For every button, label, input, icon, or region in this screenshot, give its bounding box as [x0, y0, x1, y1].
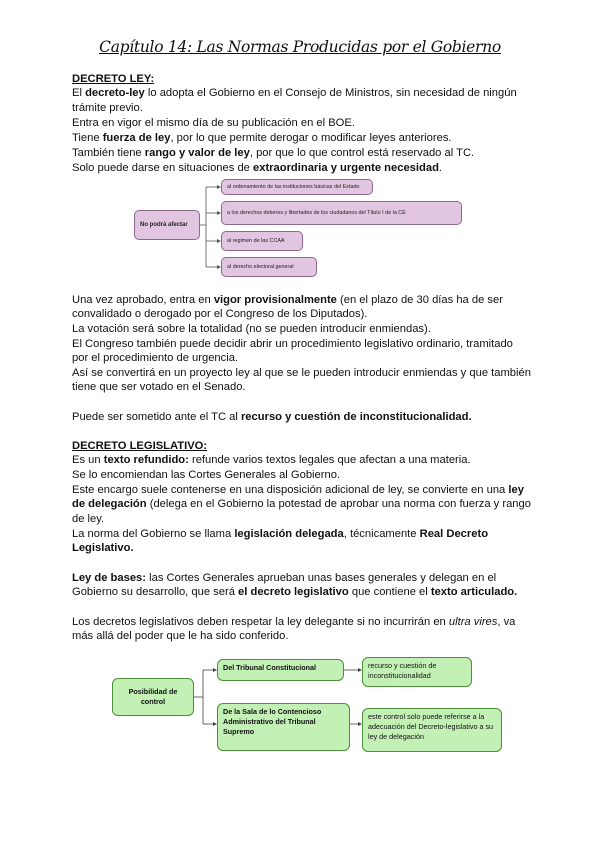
- text-line: más allá del poder que le ha sido conferido.: [72, 630, 289, 642]
- text-line: La votación será sobre la totalidad (no se pueden introducir enmiendas).: [72, 323, 431, 335]
- text-line: Una vez aprobado, entra en vigor provisionalmente (en el plazo de 30 días ha de ser: [72, 294, 503, 306]
- text-line: Este encargo suele contenerse en una disposición adicional de ley, se convierte en una ley: [72, 484, 524, 496]
- text-line: Entra en vigor el mismo día de su publicación en el BOE.: [72, 117, 355, 129]
- text-line: Así se convertirá en un proyecto ley al que se le pueden introducir enmiendas y que también: [72, 367, 531, 379]
- diagram2-branch-box: Del Tribunal Constitucional: [217, 659, 344, 681]
- text-line: Solo puede darse en situaciones de extraordinaria y urgente necesidad.: [72, 162, 443, 174]
- text-line: tiene que ser votado en el Senado.: [72, 381, 246, 393]
- text-line: trámite previo.: [72, 102, 143, 114]
- diagram1-item-box: al ordenamiento de las instituciones básicas del Estado: [221, 179, 373, 195]
- text-line: Puede ser sometido ante el TC al recurso y cuestión de inconstitucionalidad.: [72, 411, 472, 423]
- text-line: La norma del Gobierno se llama legislación delegada, técnicamente Real Decreto: [72, 528, 489, 540]
- text-line: Legislativo.: [72, 542, 134, 554]
- page-title: Capítulo 14: Las Normas Producidas por el Gobierno: [99, 38, 501, 56]
- text-line: Ley de bases: las Cortes Generales aprueban unas bases generales y delegan en el: [72, 572, 497, 584]
- text-line: Gobierno su desarrollo, que será el decreto legislativo que contiene el texto articulado.: [72, 586, 518, 598]
- diagram2-detail-box: recurso y cuestión de inconstitucionalidad: [362, 657, 472, 687]
- text-line: Tiene fuerza de ley, por lo que permite derogar o modificar leyes anteriores.: [72, 132, 452, 144]
- diagram1-item-box: al derecho electoral general: [221, 257, 317, 277]
- diagram1-root-box: No podrá afectar: [134, 210, 200, 240]
- section-heading-decreto-ley: DECRETO LEY:: [72, 73, 155, 85]
- text-line: por el procedimiento de urgencia.: [72, 352, 239, 364]
- section-heading-decreto-legislativo: DECRETO LEGISLATIVO:: [72, 440, 208, 452]
- text-line: El decreto-ley lo adopta el Gobierno en el Consejo de Ministros, sin necesidad de ningún: [72, 87, 517, 99]
- text-line: También tiene rango y valor de ley, por que lo que control está reservado al TC.: [72, 147, 475, 159]
- text-line: Se lo encomiendan las Cortes Generales al Gobierno.: [72, 469, 341, 481]
- text-line: de delegación (delega en el Gobierno la potestad de aprobar una norma con fuerza y rango: [72, 498, 531, 510]
- text-line: El Congreso también puede decidir abrir un procedimiento legislativo ordinario, tramitado: [72, 338, 513, 350]
- diagram2-branch-box: De la Sala de lo Contencioso Administrativo del Tribunal Supremo: [217, 703, 350, 751]
- text-line: de ley.: [72, 513, 105, 525]
- diagram1-item-box: a los derechos deberes y libertades de los ciudadanos del Título I de la CE: [221, 201, 462, 225]
- diagram2-root-box: Posibilidad de control: [112, 678, 194, 716]
- text-line: Los decretos legislativos deben respetar la ley delegante si no incurrirán en ultra vires, va: [72, 616, 516, 628]
- diagram2-detail-box: este control solo puede referirse a la adecuación del Decreto-legislativo a su ley de delegación: [362, 708, 502, 752]
- text-line: convalidado o derogado por el Congreso de los Diputados).: [72, 308, 368, 320]
- diagram1-item-box: al regimen de las CCAA: [221, 231, 303, 251]
- text-line: Es un texto refundido: refunde varios textos legales que afectan a una materia.: [72, 454, 471, 466]
